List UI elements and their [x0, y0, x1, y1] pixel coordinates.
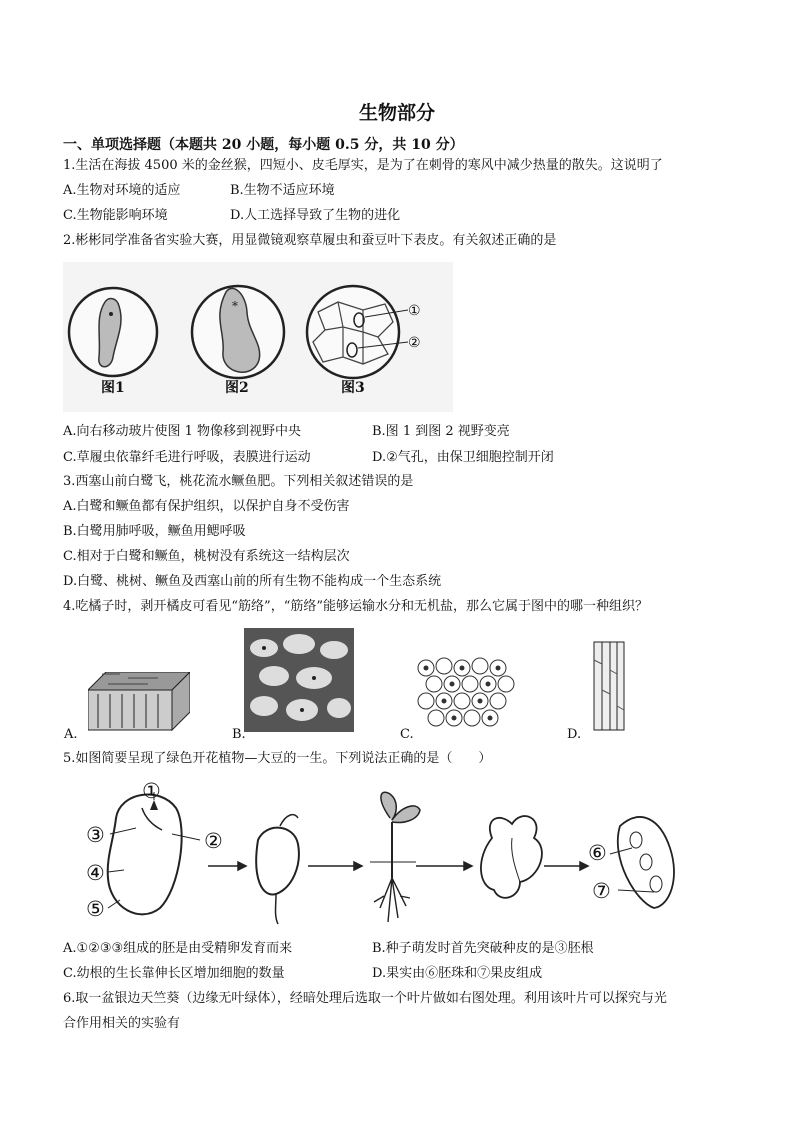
tissue-d-conducting-illustration — [590, 640, 630, 732]
q5-option-d: D.果实由⑥胚珠和⑦果皮组成 — [372, 966, 543, 981]
q6-stem-line2: 合作用相关的实验有 — [63, 1016, 181, 1031]
tissue-c-parenchyma-illustration — [414, 656, 518, 732]
marker-5: ⑤ — [86, 897, 105, 921]
q2-option-d: D.②气孔，由保卫细胞控制开闭 — [372, 450, 554, 465]
q1-option-c: C.生物能影响环境 — [63, 208, 168, 223]
marker-1: ① — [142, 779, 161, 803]
q1-option-d: D.人工选择导致了生物的进化 — [230, 208, 401, 223]
q3-option-c: C.相对于白鹭和鳜鱼，桃树没有系统这一结构层次 — [63, 549, 350, 564]
tissue-a-protective-illustration — [88, 672, 190, 732]
marker-2: ② — [408, 335, 421, 351]
q3-stem: 3.西塞山前白鹭飞，桃花流水鳜鱼肥。下列相关叙述错误的是 — [63, 474, 414, 489]
marker-3: ③ — [86, 823, 105, 847]
fig-3-label: 图3 — [341, 380, 365, 396]
fig-1-label: 图1 — [101, 380, 125, 396]
q2-option-c: C.草履虫依靠纤毛进行呼吸，表膜进行运动 — [63, 450, 311, 465]
page-title: 生物部分 — [358, 102, 435, 124]
marker-7: ⑦ — [592, 879, 611, 903]
q5-option-a: A.①②③③组成的胚是由受精卵发育而来 — [63, 941, 293, 956]
q5-stem: 5.如图简要呈现了绿色开花植物—大豆的一生。下列说法正确的是（ ） — [63, 751, 492, 766]
q1-option-a: A.生物对环境的适应 — [63, 183, 181, 198]
svg-text:*: * — [232, 299, 238, 313]
soybean-lifecycle-figure — [80, 778, 720, 930]
q2-option-a: A.向右移动玻片使图 1 物像移到视野中央 — [63, 424, 302, 439]
q3-option-b: B.白鹭用肺呼吸，鳜鱼用鳃呼吸 — [63, 524, 246, 539]
marker-1: ① — [408, 303, 421, 319]
q5-option-c: C.幼根的生长靠伸长区增加细胞的数量 — [63, 966, 285, 981]
q1-stem: 1.生活在海拔 4500 米的金丝猴，四短小、皮毛厚实，是为了在刺骨的寒风中减少热量的散失。这说明了 — [63, 158, 663, 173]
q1-option-b: B.生物不适应环境 — [230, 183, 335, 198]
q2-stem: 2.彬彬同学准备省实验大赛，用显微镜观察草履虫和蚕豆叶下表皮。有关叙述正确的是 — [63, 233, 557, 248]
q4-label-a: A. — [64, 727, 78, 742]
fig-2-label: 图2 — [225, 380, 249, 396]
q4-label-d: D. — [567, 727, 582, 742]
marker-6: ⑥ — [588, 841, 607, 865]
q3-option-d: D.白鹭、桃树、鳜鱼及西塞山前的所有生物不能构成一个生态系统 — [63, 574, 442, 589]
q5-option-b: B.种子萌发时首先突破种皮的是③胚根 — [372, 941, 594, 956]
q4-label-b: B. — [232, 727, 246, 742]
tissue-b-muscle-illustration — [244, 628, 354, 732]
q4-label-c: C. — [400, 727, 414, 742]
q6-stem-line1: 6.取一盆银边天竺葵（边缘无叶绿体），经暗处理后选取一个叶片做如右图处理。利用该叶片可以探究与光 — [63, 991, 667, 1006]
q2-microscope-figure — [63, 262, 453, 412]
q4-stem: 4.吃橘子时，剥开橘皮可看见“筋络”，“筋络”能够运输水分和无机盐，那么它属于图中的哪一种组织？ — [63, 599, 648, 614]
q2-option-b: B.图 1 到图 2 视野变亮 — [372, 424, 510, 439]
marker-2: ② — [204, 829, 223, 853]
section-heading: 一、单项选择题（本题共 20 小题，每小题 0.5 分，共 10 分） — [63, 137, 464, 153]
marker-4: ④ — [86, 861, 105, 885]
q3-option-a: A.白鹭和鳜鱼都有保护组织，以保护自身不受伤害 — [63, 499, 350, 514]
